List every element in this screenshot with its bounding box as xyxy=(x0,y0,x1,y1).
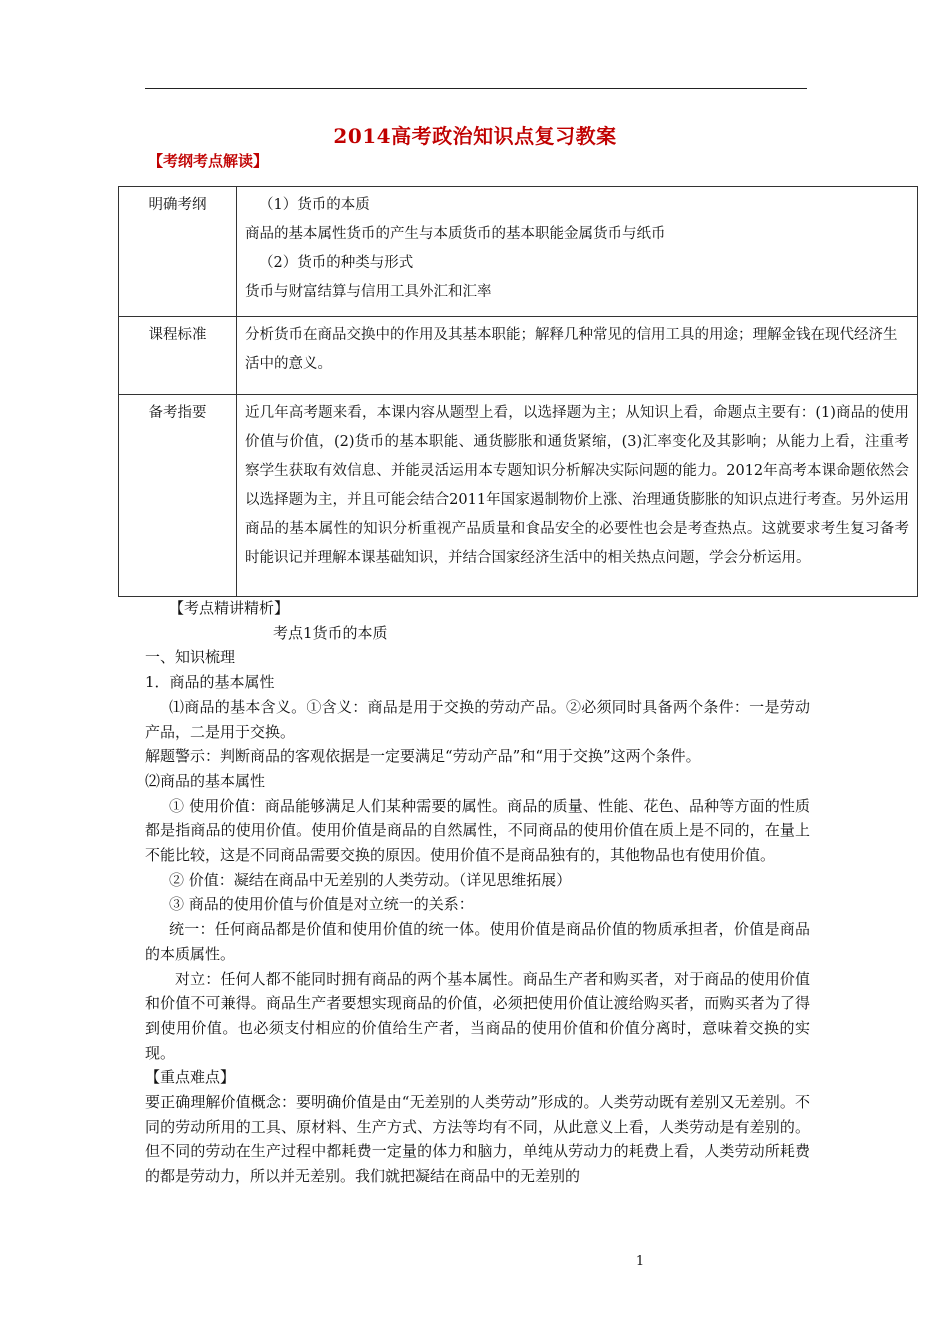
row-label: 明确考纲 xyxy=(119,187,237,317)
paragraph: 要正确理解价值概念：要明确价值是由“无差别的人类劳动”形成的。人类劳动既有差别又无差别。不同的劳动所用的工具、原材料、生产方式、方法等均有不同，从此意义上看，人类劳动是有差别的。但不同的劳动在生产过程中都耗费一定量的体力和脑力，单纯从劳动力的耗费上看，人类劳动所耗费的都是劳动力，所以并无差别。我们就把凝结在商品中的无差别的 xyxy=(145,1093,810,1186)
row-content xyxy=(237,187,918,317)
paragraph: 统一：任何商品都是价值和使用价值的统一体。使用价值是商品价值的物质承担者，价值是商品的本质属性。 xyxy=(145,920,810,963)
content-line: 货币与财富结算与信用工具外汇和汇率 xyxy=(245,284,492,300)
row-content: 近几年高考题来看，本课内容从题型上看，以选择题为主；从知识上看，命题点主要有：(1)商品的使用价值与价值，(2)货币的基本职能、通货膨胀和通货紧缩，(3)汇率变化及其影响；从能力上看，注重考察学生获取有效信息、并能灵活运用本专题知识分析解决实际问题的能力。2012年高考本课命题依然会以选择题为主，并且可能会结合2011年国家遏制物价上涨、治理通货膨胀的知识点进行考查。另外运用商品的基本属性的知识分析重视产品质量和食品安全的必要性也会是考查热点。这就要求考生复习备考时能识记并理解本课基础知识，并结合国家经济生活中的相关热点问题，学会分析运用。 xyxy=(237,395,918,597)
paragraph: ① 使用价值：商品能够满足人们某种需要的属性。商品的质量、性能、花色、品种等方面的性质都是指商品的使用价值。使用价值是商品的自然属性，不同商品的使用价值在质上是不同的，在量上不能比较，这是不同商品需要交换的原因。使用价值不是商品独有的，其他物品也有使用价值。 xyxy=(145,796,810,865)
section-heading-outline: 【考纲考点解读】 xyxy=(148,152,269,170)
content-line: （1）货币的本质 xyxy=(259,197,370,213)
subsection-heading: 考点1货币的本质 xyxy=(273,623,388,642)
row-content: 分析货币在商品交换中的作用及其基本职能；解释几种常见的信用工具的用途；理解金钱在现代经济生活中的意义。 xyxy=(237,317,918,395)
subsection-heading: 1．商品的基本属性 xyxy=(145,673,275,692)
section-heading: 【考点精讲精析】 xyxy=(169,599,290,617)
row-label: 课程标准 xyxy=(119,317,237,395)
page-number: 1 xyxy=(635,1254,645,1269)
page-title: 2014高考政治知识点复习教案 xyxy=(333,124,617,148)
outline-table xyxy=(118,186,918,597)
paragraph: ⑵商品的基本属性 xyxy=(145,771,266,790)
paragraph: ③ 商品的使用价值与价值是对立统一的关系： xyxy=(169,895,474,914)
paragraph: 解题警示：判断商品的客观依据是一定要满足“劳动产品”和“用于交换”这两个条件。 xyxy=(145,747,701,766)
paragraph: ⑴商品的基本含义。①含义：商品是用于交换的劳动产品。②必须同时具备两个条件：一是劳动产品，二是用于交换。 xyxy=(145,697,810,741)
content-line: （2）货币的种类与形式 xyxy=(259,255,414,271)
table-row xyxy=(119,317,918,395)
paragraph: 对立：任何人都不能同时拥有商品的两个基本属性。商品生产者和购买者，对于商品的使用价值和价值不可兼得。商品生产者要想实现商品的价值，必须把使用价值让渡给购买者，而购买者为了得到使用价值。也必须支付相应的价值给生产者，当商品的使用价值和价值分离时，意味着交换的实现。 xyxy=(145,969,810,1062)
subsection-heading: 一、知识梳理 xyxy=(145,648,236,667)
paragraph: ② 价值：凝结在商品中无差别的人类劳动。（详见思维拓展） xyxy=(169,870,572,889)
row-label: 备考指要 xyxy=(119,395,237,597)
content-line: 商品的基本属性货币的产生与本质货币的基本职能金属货币与纸币 xyxy=(245,226,666,242)
header-rule xyxy=(145,88,807,89)
section-heading: 【重点难点】 xyxy=(145,1068,236,1087)
document-body xyxy=(145,596,810,1189)
table-row xyxy=(119,395,918,597)
table-row xyxy=(119,187,918,317)
